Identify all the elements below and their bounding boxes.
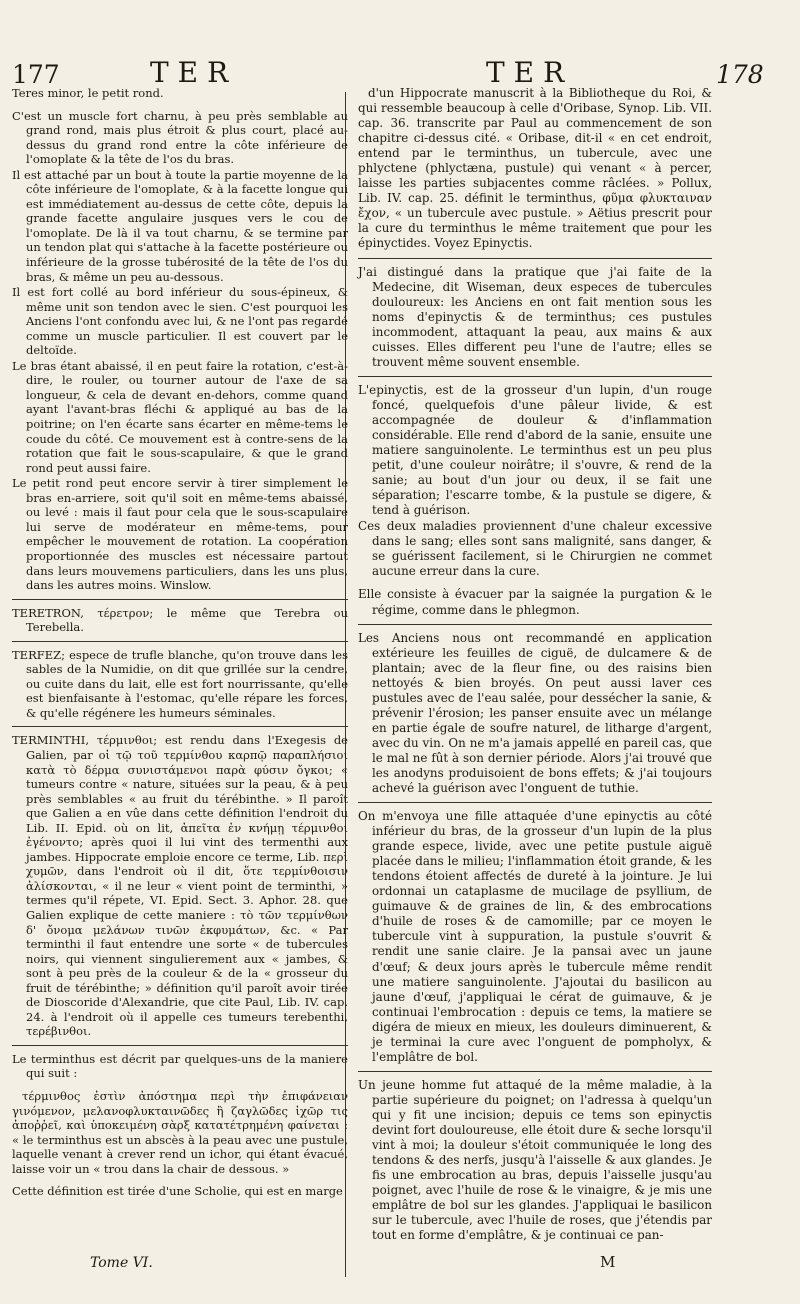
paragraph: Les Anciens nous ont recommandé en application extérieure les feuilles de ciguë, de dulcamere & de plantain; avec de la fleur fine, ou des raisins bien nettoyés & bien broyés. On peut aussi laver ces pustules avec de l'eau salée, pour dessécher la sanie, & prévenir l'érosion; les panser ensuite avec un mélange en partie égale de soufre naturel, de litharge d'argent, avec du vin. On ne m'a jamais appellé en pareil cas, que le mal ne fût à son dernier période. Alors j'ai trouvé que les anodyns produisoient de bons effets; & j'ai toujours achevé la guérison avec l'onguent de tuthie. xyxy=(358,630,712,796)
section-rule xyxy=(358,1071,712,1072)
section-rule xyxy=(358,624,712,625)
volume-footer: Tome VI. xyxy=(90,1255,153,1271)
paragraph: d'un Hippocrate manuscrit à la Bibliotheque du Roi, & qui ressemble beaucoup à celle d'Oribase, Synop. Lib. VII. cap. 36. transcrite par Paul au commencement de son chapitre ci-dessus cité. « Oribase, dit-il « en cet endroit, entend par le terminthus, un tubercule, avec une phlyctene (phlyctæna, pustule) qui venant « à percer, laisse les parties subjacentes comme râclées. » Pollux, Lib. IV. cap. 25. définit le terminthus, φῦμα φλυκταιναν ἔχον, « un tubercule avec pustule. » Aëtius prescrit pour la cure du terminthus le même traitement que pour les épinyctides. Voyez Epinyctis. xyxy=(358,86,712,251)
entry-rule xyxy=(12,1045,348,1046)
paragraph: Un jeune homme fut attaqué de la même maladie, à la partie supérieure du poignet; on l'adressa à quelqu'un qui y fit une incision; depuis ce tems son epinyctis devint fort douloureuse, elle étoit dure & seche lorsqu'il vint à moi; la douleur s'étoit communiquée le long des tendons & des nerfs, jusqu'à l'aisselle & aux glandes. Je fis une embrocation au bras, depuis l'aisselle jusqu'au poignet, avec l'huile de rose & le vinaigre, & je mis une emplâtre de bol sur les glandes. J'appliquai le basilicon sur le tubercule, avec l'huile de roses, que j'étendis par tout en forme d'emplâtre, & je continuai ce pan- xyxy=(358,1077,712,1243)
paragraph: Ces deux maladies proviennent d'une chaleur excessive dans le sang; elles sont sans malignité, sans danger, & se guérissent facilement, si le Chirurgien ne commet aucune erreur dans la cure. xyxy=(358,519,712,579)
right-column xyxy=(358,86,712,1243)
entry-rule xyxy=(12,599,348,600)
entry-subheading: Teres minor, le petit rond. xyxy=(12,86,164,100)
section-rule xyxy=(358,376,712,377)
page-number-left: 177 xyxy=(12,60,60,89)
paragraph: Le terminthus est décrit par quelques-uns de la maniere qui suit : xyxy=(12,1051,348,1081)
entry-terfez: TERFEZ; espece de trufle blanche, qu'on trouve dans les sables de la Numidie, on dit que grillée sur la cendre, ou cuite dans du lait, elle est fort nourrissante, qu'elle est bienfaisante à l'estomac, qu'elle répare les forces, & qu'elle régénere les humeurs séminales. xyxy=(12,647,348,720)
greek-quotation: τέρμινθος ἐστὶν ἀπόστημα περὶ τὴν ἐπιφάνειαν γινόμενον, μελανοφλυκταινῶδες ἢ ζαγλῶδες ἰχῶρ τις ἀποῤῥεῖ, καὶ ὑποκειμένη σὰρξ κατατέτρημένη φαίνεται : « le terminthus est un abscès à la peau avec une pustule, laquelle venant à crever rend un ichor, qui étant évacué, laisse voir un « trou dans la chair de dessous. » xyxy=(12,1089,348,1176)
signature-mark: M xyxy=(600,1253,616,1271)
running-head-left: TER xyxy=(150,56,238,89)
paragraph: L'epinyctis, est de la grosseur d'un lupin, d'un rouge foncé, quelquefois d'une pâleur livide, & est accompagnée de douleur & d'inflammation considérable. Elle rend d'abord de la sanie, ensuite une matiere sanguinolente. Le terminthus est un peu plus petit, d'une couleur noirâtre; il s'ouvre, & rend de la sanie; au bout d'un jour ou deux, il se fait une séparation; l'escarre tombe, & la pustule se digere, & tend à guérison. xyxy=(358,382,712,518)
paragraph: C'est un muscle fort charnu, à peu près semblable au grand rond, mais plus étroit & plus court, placé au-dessus du grand rond entre la côte inférieure de l'omoplate & la tête de l'os du bras. xyxy=(12,108,348,167)
section-rule xyxy=(358,258,712,259)
page-number-right: 178 xyxy=(716,60,764,89)
paragraph: Cette définition est tirée d'une Scholie, qui est en marge xyxy=(12,1184,343,1199)
left-column xyxy=(12,86,348,1199)
entry-teretron: TERETRON, τέρετρον; le même que Terebra ou Terebella. xyxy=(12,605,348,635)
running-head-right: TER xyxy=(486,56,574,89)
paragraph: Le bras étant abaissé, il en peut faire la rotation, c'est-à-dire, le rouler, ou tourner autour de l'axe de sa longueur, & cela de devant en-dehors, comme quand ayant l'avant-bras fléchi & appliqué au bas de la poitrine; on l'en écarte sans écarter en même-tems le coude du côté. Ce mouvement est à contre-sens de la rotation que fait le sous-scapulaire, & que le grand rond peut aussi faire. xyxy=(12,358,348,475)
entry-rule xyxy=(12,641,348,642)
paragraph: Le petit rond peut encore servir à tirer simplement le bras en-arriere, soit qu'il soit en même-tems abaissé, ou levé : mais il faut pour cela que le sous-scapulaire lui serve de modérateur en même-tems, pour empêcher le mouvement de rotation. La coopération proportionnée des muscles est nécessaire partout dans leurs mouvemens particuliers, dans les uns plus, dans les autres moins. Winslow. xyxy=(12,476,348,593)
paragraph: Il est fort collé au bord inférieur du sous-épineux, & même unit son tendon avec le sien. C'est pourquoi les Anciens l'ont confondu avec lui, & ne l'ont pas regardé comme un muscle particulier. Il est couvert par le deltoïde. xyxy=(12,285,348,358)
paragraph: J'ai distingué dans la pratique que j'ai faite de la Medecine, dit Wiseman, deux especes de tubercules douloureux: les Anciens en ont fait mention sous les noms d'epinyctis & de terminthus; ces pustules incommodent, attaquant la peau, aux mains & aux cuisses. Elles different peu l'une de l'autre; elles se trouvent même souvent ensemble. xyxy=(358,264,712,369)
entry-terminthi: TERMINTHI, τέρμινθοι; est rendu dans l'Exegesis de Galien, par οἱ τῷ τοῦ τερμίνθου καρπῷ παραπλήσιοι κατὰ τὸ δέρμα συνιστάμενοι παρὰ φύσιν ὄγκοι; « tumeurs contre « nature, situées sur la peau, & à peu près semblables « au fruit du térébinthe. » Il paroît que Galien a en vûe dans cette définition l'endroit du Lib. II. Epid. où on lit, ἀπεῖτα ἐν κνήμῃ τέρμινθοι ἐγένοντο; après quoi il lui vint des termenthi aux jambes. Hippocrate emploie encore ce terme, Lib. περὶ χυμῶν, dans l'endroit où il dit, ὅτε τερμίνθοισιν ἀλίσκονται, « il ne leur « vient point de terminthi, » termes qu'il répete, VI. Epid. Sect. 3. Aphor. 28. que Galien explique de cette maniere : τὸ τῶν τερμίνθων δ' ὄνομα μελάνων τινῶν ἐκφυμάτων, &c. « Par terminthi il faut entendre une sorte « de tubercules noirs, qui viennent singulierement aux « jambes, & sont à peu près de la couleur & de la « grosseur du fruit de térébinthe; » définition qu'il paroît avoir tirée de Dioscoride d'Alexandrie, que cite Paul, Lib. IV. cap. 24. à l'endroit où il appelle ces tumeurs terebenthi, τερέβινθοι. xyxy=(12,733,348,1039)
entry-rule xyxy=(12,726,348,727)
paragraph: Il est attaché par un bout à toute la partie moyenne de la côte inférieure de l'omoplate, & à la facette longue qui est immédiatement au-dessus de cette côte, depuis la grande facette angulaire jusques vers le cou de l'omoplate. De là il va tout charnu, & se termine par un tendon plat qui s'attache à la facette postérieure ou inférieure de la grosse tubérosité de la tête de l'os du bras, & même un peu au-dessous. xyxy=(12,167,348,284)
paragraph: On m'envoya une fille attaquée d'une epinyctis au côté inférieur du bras, de la grosseur d'un lupin de la plus grande espece, livide, avec une petite pustule aiguë placée dans le milieu; l'inflammation étoit grande, & les tendons étoient affectés de dureté à la jointure. Je lui ordonnai un cataplasme de mucilage de psyllium, de guimauve & de graines de lin, & des embrocations d'huile de roses & de camomille; par ce moyen le tubercule vint à suppuration, la pustule s'ouvrit & rendit une sanie claire. Je la pansai avec un jaune d'œuf; & deux jours après le tubercule même rendit une matiere sanguinolente. J'ajoutai du basilicon au jaune d'œuf, j'appliquai le cérat de guimauve, & je continuai l'embrocation : depuis ce tems, la matiere se digéra de mieux en mieux, les douleurs diminuerent, & je terminai la cure avec l'onguent de pompholyx, & l'emplâtre de bol. xyxy=(358,809,712,1064)
paragraph: Elle consiste à évacuer par la saignée la purgation & le régime, comme dans le phlegmon. xyxy=(358,587,712,617)
section-rule xyxy=(358,802,712,803)
